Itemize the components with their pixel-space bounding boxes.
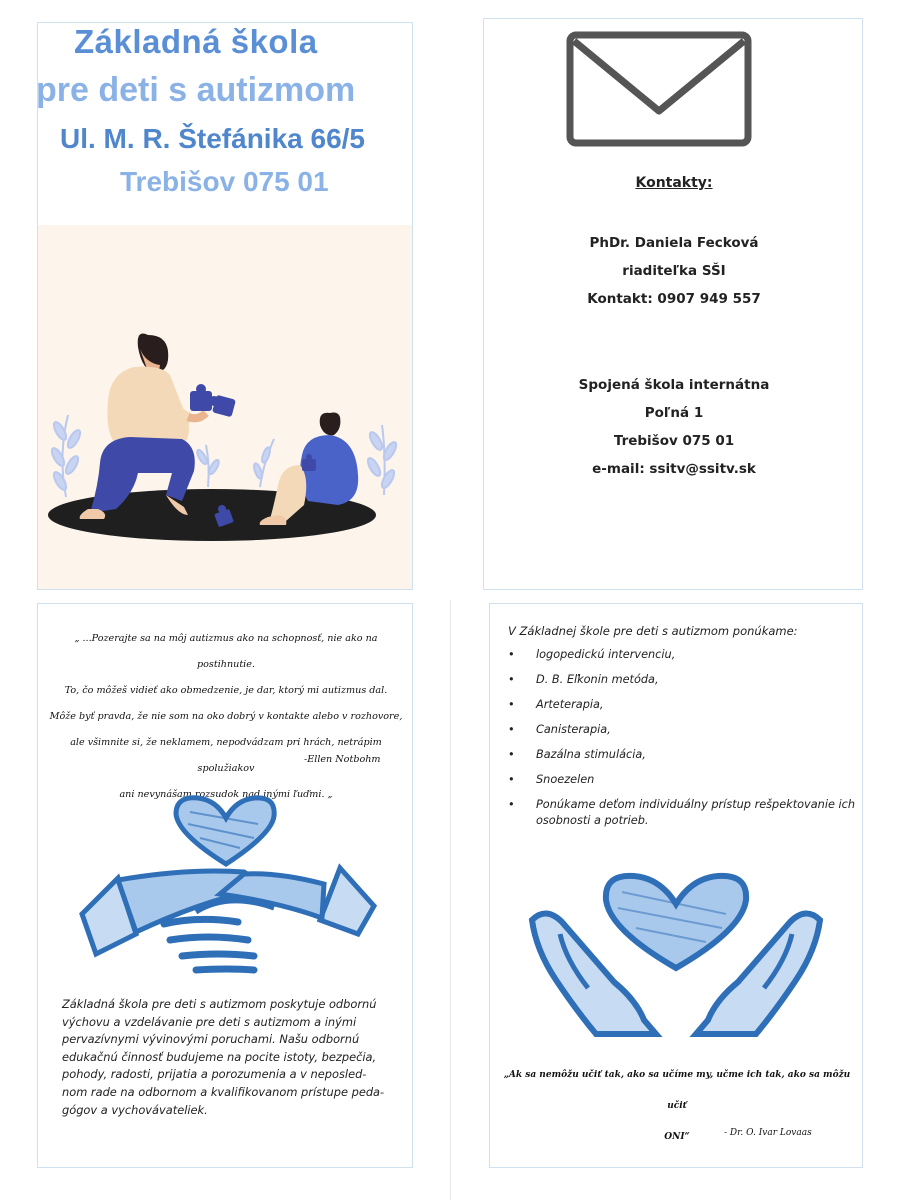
description-line: gógov a vychovávateliek. xyxy=(62,1102,208,1117)
quote-line: To, čo môžeš vidieť ako obmedzenie, je dar, ktorý mi autizmus dal. xyxy=(64,685,388,696)
cover-city: Trebišov 075 01 xyxy=(120,166,329,197)
page-divider xyxy=(450,600,451,1200)
description-line: pohody, radosti, prijatia a porozumenia a v neposled- xyxy=(62,1067,367,1082)
quote-line: „Ak sa nemôžu učiť tak, ako sa učíme my, učme ich tak, ako sa môžu učiť xyxy=(503,1070,851,1111)
handshake-heart-icon xyxy=(78,794,378,984)
contact-city: Trebišov 075 01 xyxy=(613,433,735,449)
contact-role: riaditeľka SŠI xyxy=(622,263,726,279)
lovaas-quote xyxy=(500,1060,854,1153)
description-line: nom rade na odbornom a kvalifikovanom prístupe peda- xyxy=(62,1084,385,1099)
hands-heart-icon xyxy=(526,870,826,1040)
autism-quote xyxy=(48,626,404,808)
description-line: edukačnú činnosť budujeme na pocite istoty, bezpečia, xyxy=(62,1049,377,1064)
offer-item: • Canisterapia, xyxy=(508,722,858,738)
description-line: pervazívnymi vývinovými poruchami. Našu odbornú xyxy=(62,1032,360,1047)
offer-list xyxy=(508,647,858,838)
description-line: Základná škola pre deti s autizmom poskytuje odbornú xyxy=(62,997,377,1011)
quote-author: -Ellen Notbohm xyxy=(304,754,381,765)
contact-name: PhDr. Daniela Fecková xyxy=(589,235,759,251)
cover-address: Ul. M. R. Štefánika 66/5 xyxy=(60,123,365,154)
school-description xyxy=(62,996,392,1119)
offer-item: • Ponúkame deťom individuálny prístup rešpektovanie ich osobnosti a potrieb. xyxy=(508,797,858,829)
offer-item: • D. B. Eľkonin metóda, xyxy=(508,672,858,688)
quote-panel xyxy=(37,603,413,1168)
offer-item: • logopedickú intervenciu, xyxy=(508,647,858,663)
quote-line: Môže byť pravda, že nie som na oko dobrý v kontakte alebo v rozhovore, xyxy=(49,711,403,722)
quote-author: - Dr. O. Ivar Lovaas xyxy=(724,1128,812,1138)
contact-phone: Kontakt: 0907 949 557 xyxy=(587,291,761,307)
cover-panel xyxy=(37,22,413,590)
offer-item: • Snoezelen xyxy=(508,772,858,788)
quote-line: „ ...Pozerajte sa na môj autizmus ako na schopnosť, nie ako na postihnutie. xyxy=(74,633,378,670)
offer-item: • Arteterapia, xyxy=(508,697,858,713)
offer-panel xyxy=(489,603,863,1168)
offer-intro: V Základnej škole pre deti s autizmom ponúkame: xyxy=(508,624,798,638)
quote-line: ale všimnite si, že neklamem, nepodvádzam pri hrách, netrápim spolužiakov xyxy=(70,737,382,774)
kneeling-adult-child-puzzle-illustration xyxy=(38,225,412,589)
contacts-heading: Kontakty: xyxy=(635,175,713,191)
contact-street: Poľná 1 xyxy=(644,405,704,421)
cover-illustration xyxy=(38,225,412,589)
quote-line: ani nevynášam rozsudok nad inými ľuďmi. „ xyxy=(119,789,333,800)
description-line: výchovu a vzdelávanie pre deti s autizmom a inými xyxy=(62,1014,357,1029)
cover-title-line2: pre deti s autizmom xyxy=(36,71,356,109)
contact-email[interactable]: e-mail: ssitv@ssitv.sk xyxy=(592,461,756,477)
contacts-panel xyxy=(483,18,863,590)
envelope-icon xyxy=(566,31,752,151)
quote-line: ONI“ xyxy=(664,1132,690,1142)
offer-item: • Bazálna stimulácia, xyxy=(508,747,858,763)
cover-title-line1: Základná škola xyxy=(74,23,318,60)
contact-school: Spojená škola internátna xyxy=(578,377,770,393)
